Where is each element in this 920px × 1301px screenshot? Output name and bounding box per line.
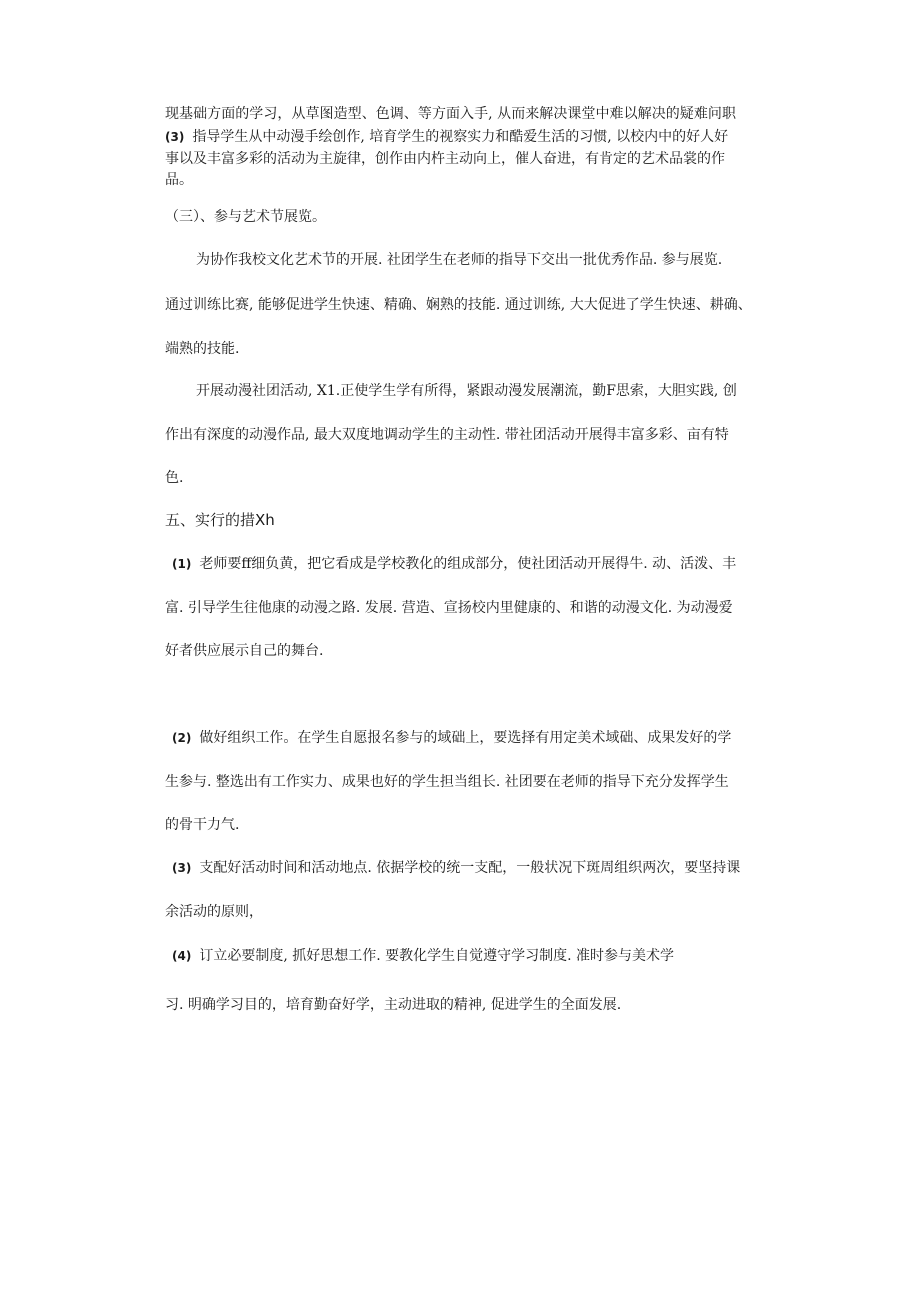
paragraph-line: 支配好活动时间和活动地点. 依据学校的统一支配，一般状况下斑周组织两次，要坚持课: [199, 860, 741, 876]
paragraph-line: 事以及丰富多彩的活动为主旋律，创作由内杵主动向上，催人奋进，有肯定的艺术品裳的作: [165, 151, 725, 167]
paragraph-line: 为协作我校文化艺术节的开展. 社团学生在老师的指导下交出一批优秀作品. 参与展览.: [196, 252, 723, 268]
paragraph-line: 现基础方面的学习，从草图造型、色调、等方面入手, 从而来解决课堂中难以解决的疑难问职: [165, 106, 736, 122]
paragraph-line: 老师要ff细负黄，把它看成是学校教化的组成部分，使社团活动开展得牛. 动、活泼、丰: [199, 556, 737, 572]
paragraph-line: 做好组织工作。在学生自愿报名参与的域础上，要选择有用定美术域础、成果发好的学: [199, 730, 732, 746]
paragraph-line: 指导学生从中动漫手绘创作, 培育学生的视察实力和酷爱生活的习惯, 以校内中的好人好: [192, 129, 729, 145]
list-item-3-intro: [165, 127, 728, 147]
paragraph-line: 习. 明确学习目的，培育勤奋好学，主动进取的精神, 促进学生的全面发展.: [165, 997, 622, 1013]
item-number: (3): [165, 130, 185, 144]
measure-item-2: [172, 728, 731, 748]
paragraph-line: 订立必要制度, 抓好思想工作. 要教化学生自觉遵守学习制度. 准时参与美术学: [199, 948, 675, 964]
paragraph-line: 端熟的技能.: [165, 341, 240, 357]
paragraph-line: 通过训练比赛, 能够促进学生快速、精确、娴熟的技能. 通过训练, 大大促进了学生快速、耕确、: [165, 297, 752, 313]
subheading: （三）、参与艺术节展览。: [165, 209, 326, 225]
paragraph-line: 余活动的原则，: [165, 904, 263, 920]
paragraph-line: 色.: [165, 470, 184, 486]
item-number: (2): [172, 731, 192, 745]
section-heading: 五、实行的措Xh: [165, 511, 275, 529]
paragraph-line: 生参与. 整选出有工作实力、成果也好的学生担当组长. 社团要在老师的指导下充分发挥学生: [165, 774, 729, 790]
paragraph-line: 作出有深度的动漫作品, 最大双度地调动学生的主动性. 带社团活动开展得丰富多彩、亩有特: [165, 427, 729, 443]
paragraph-line: 富. 引导学生往他康的动漫之路. 发展. 营造、宣扬校内里健康的、和谐的动漫文化. 为动漫爱: [165, 600, 733, 616]
measure-item-1: [172, 554, 736, 574]
paragraph-line: 好者供应展示自己的舞台.: [165, 643, 324, 659]
item-number: (4): [172, 949, 192, 963]
measure-item-3: [172, 858, 740, 878]
item-number: (1): [172, 557, 192, 571]
item-number: (3): [172, 861, 192, 875]
paragraph-line: 开展动漫社团活动, X1.正使学生学有所得，紧跟动漫发展潮流，勤F思索，大胆实践, 创: [196, 383, 737, 399]
measure-item-4: [172, 946, 674, 966]
paragraph-line: 的骨干力气.: [165, 817, 240, 833]
paragraph-line: 品。: [165, 172, 193, 188]
